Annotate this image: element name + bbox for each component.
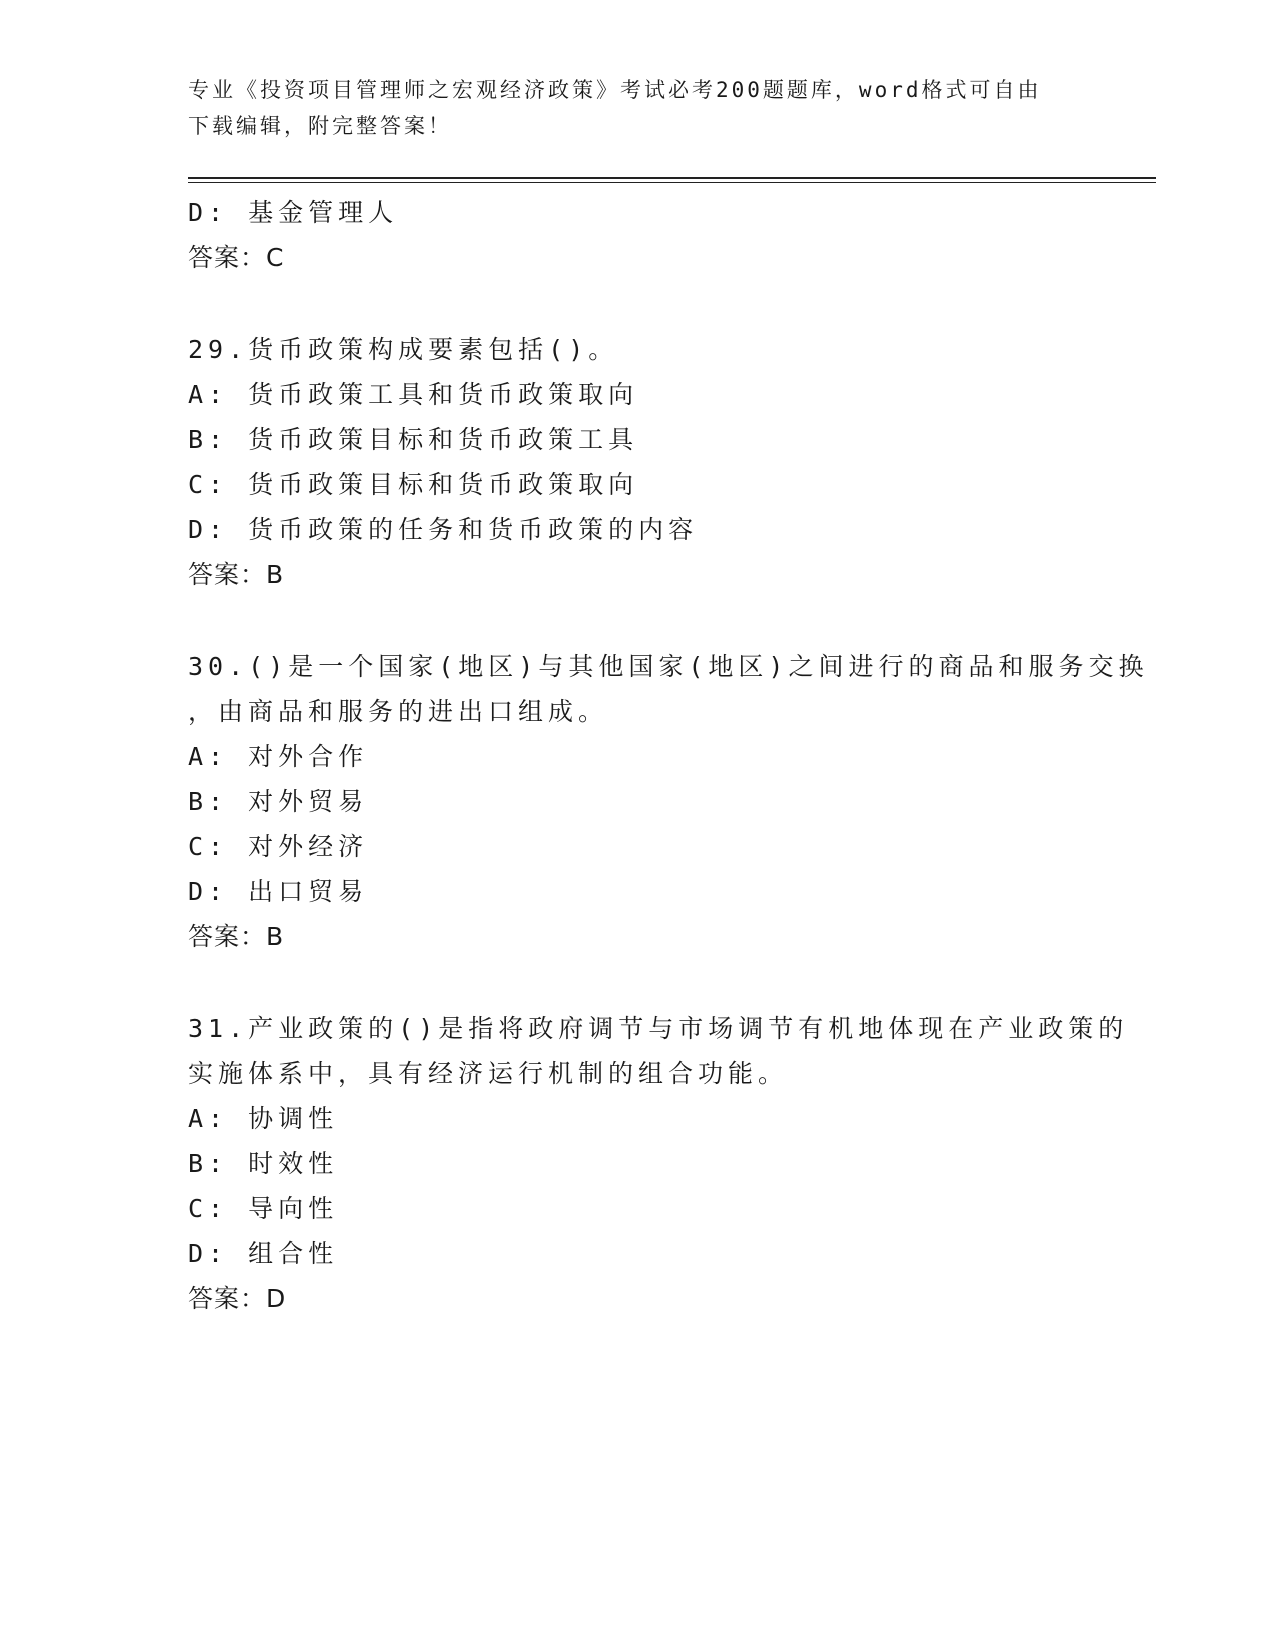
header-line-2: 下载编辑，附完整答案！ [188, 114, 452, 138]
answer-line: 答案：C [188, 243, 285, 272]
option-a: A: 协调性 [188, 1104, 339, 1133]
question-spacer [188, 959, 1088, 1006]
option-b: B: 对外贸易 [188, 787, 369, 816]
option-d: D: 组合性 [188, 1239, 339, 1268]
option-d: D: 出口贸易 [188, 877, 369, 906]
question-stem-line-2: ，由商品和服务的进出口组成。 [188, 697, 609, 726]
option-a: A: 货币政策工具和货币政策取向 [188, 380, 639, 409]
question-stem-line-1: 31.产业政策的()是指将政府调节与市场调节有机地体现在产业政策的 [188, 1014, 1129, 1043]
option-a: A: 对外合作 [188, 742, 369, 771]
option-c: C: 货币政策目标和货币政策取向 [188, 470, 639, 499]
question-29 [188, 327, 1088, 597]
question-31 [188, 1006, 1129, 1321]
header-divider-thick [188, 177, 1156, 179]
question-stem: 29.货币政策构成要素包括()。 [188, 335, 619, 364]
answer-line: 答案：D [188, 1284, 287, 1313]
answer-line: 答案：B [188, 922, 285, 951]
option-b: B: 货币政策目标和货币政策工具 [188, 425, 639, 454]
question-28-tail [188, 190, 1088, 280]
option-b: B: 时效性 [188, 1149, 339, 1178]
option-c: C: 导向性 [188, 1194, 339, 1223]
option-d: D: 基金管理人 [188, 198, 399, 227]
question-spacer [188, 280, 1088, 327]
question-stem-line-1: 30.()是一个国家(地区)与其他国家(地区)之间进行的商品和服务交换 [188, 652, 1149, 681]
question-30 [188, 644, 1149, 959]
question-spacer [188, 597, 1088, 644]
question-stem-line-2: 实施体系中，具有经济运行机制的组合功能。 [188, 1059, 789, 1088]
header-line-1: 专业《投资项目管理师之宏观经济政策》考试必考200题题库，word格式可自由 [188, 78, 1042, 102]
document-header-note [188, 72, 1088, 144]
answer-line: 答案：B [188, 560, 285, 589]
option-c: C: 对外经济 [188, 832, 369, 861]
question-list [188, 190, 1149, 1321]
header-divider-thin [188, 182, 1156, 183]
option-d: D: 货币政策的任务和货币政策的内容 [188, 515, 699, 544]
